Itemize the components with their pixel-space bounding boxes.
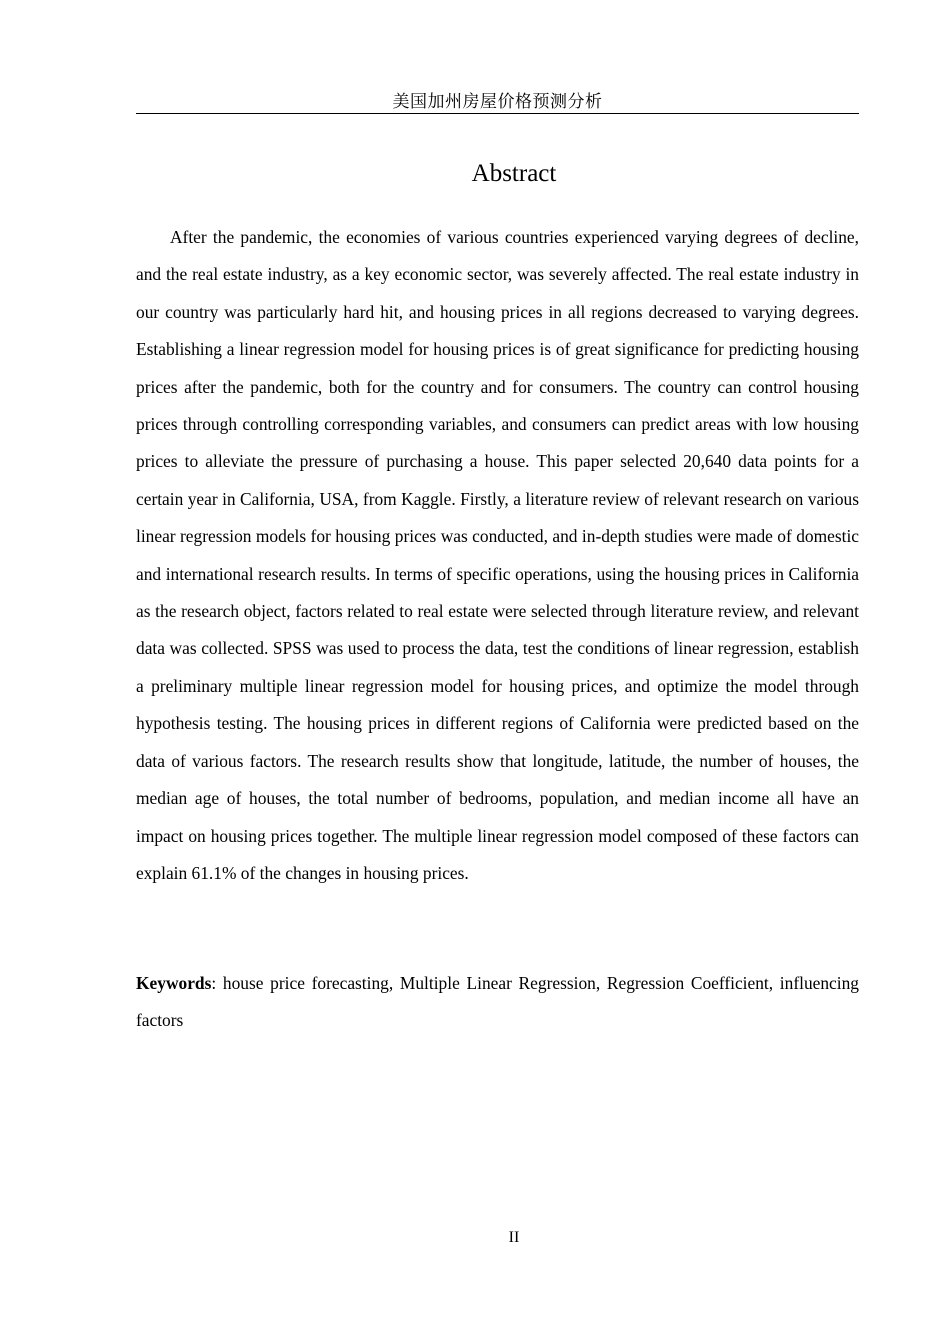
page-number: II xyxy=(508,1229,520,1246)
running-header: 美国加州房屋价格预测分析 xyxy=(136,91,859,114)
keywords-label: Keywords xyxy=(136,973,212,993)
keywords-separator: : xyxy=(211,973,223,993)
keywords-paragraph xyxy=(136,965,859,1040)
abstract-body: After the pandemic, the economies of various countries experienced varying degrees of decline, and the real estate industry, as a key economic sector, was severely affected. The real estate industry in our country was particularly hard hit, and housing prices in all regions decreased to varying degrees. Establishing a linear regression model for housing prices is of great significance for predicting housing prices after the pandemic, both for the country and for consumers. The country can control housing prices through controlling corresponding variables, and consumers can predict areas with low housing prices to alleviate the pressure of purchasing a house. This paper selected 20,640 data points for a certain year in California, USA, from Kaggle. Firstly, a literature review of relevant research on various linear regression models for housing prices was conducted, and in-depth studies were made of domestic and international research results. In terms of specific operations, using the housing prices in California as the research object, factors related to real estate were selected through literature review, and relevant data was collected. SPSS was used to process the data, test the conditions of linear regression, establish a preliminary multiple linear regression model for housing prices, and optimize the model through hypothesis testing. The housing prices in different regions of California were predicted based on the data of various factors. The research results show that longitude, latitude, the number of houses, the median age of houses, the total number of bedrooms, population, and median income all have an impact on housing prices together. The multiple linear regression model composed of these factors can explain 61.1% of the changes in housing prices. xyxy=(136,227,859,883)
keywords-text: house price forecasting, Multiple Linear Regression, Regression Coefficient, influencing factors xyxy=(136,973,859,1031)
abstract-heading: Abstract xyxy=(471,160,557,187)
